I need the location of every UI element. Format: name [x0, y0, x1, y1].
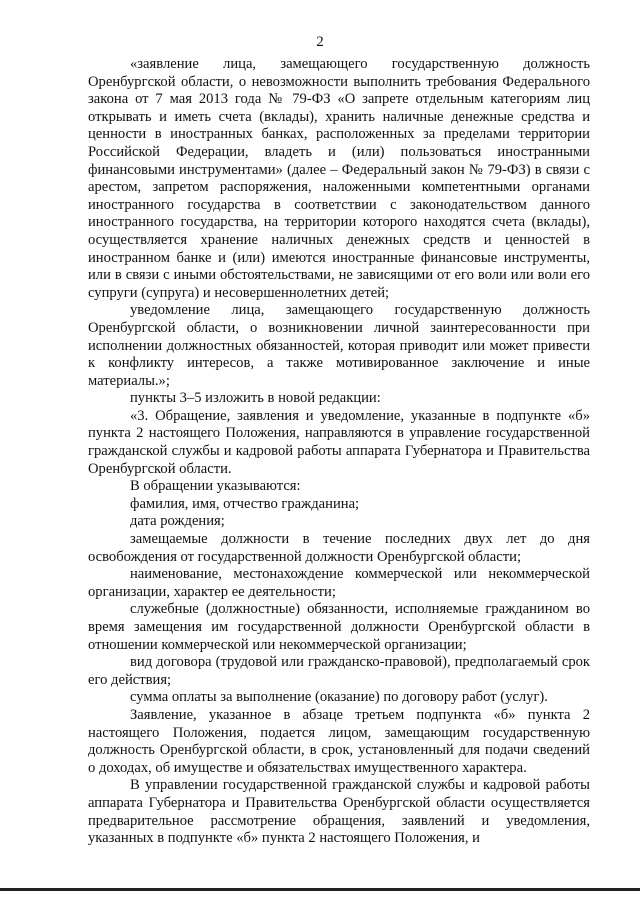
paragraph: дата рождения;: [130, 513, 225, 530]
document-body: [88, 56, 590, 848]
paragraph: сумма оплаты за выполнение (оказание) по договору работ (услуг).: [130, 689, 548, 706]
paragraph: В обращении указываются:: [130, 478, 301, 495]
paragraph: фамилия, имя, отчество гражданина;: [130, 495, 360, 512]
paragraph: «3. Обращение, заявления и уведомление, указанные в подпункте «б» пункта 2 настоящего Положения, направляются в управление государственной гражданской службы и кадровой работы аппарата Губернатора и Правительства Оренбургской области.: [88, 407, 590, 477]
paragraph: пункты 3–5 изложить в новой редакции:: [130, 390, 381, 407]
paragraph: В управлении государственной гражданской службы и кадровой работы аппарата Губернатора и Правительства Оренбургской области осуществляется предварительное рассмотрение обращения, заявлений и уведомления, указанных в подпункте «б» пункта 2 настоящего Положения, и: [88, 777, 590, 847]
paragraph: наименование, местонахождение коммерческой или некоммерческой организации, характер ее деятельности;: [88, 566, 590, 600]
paragraph: «заявление лица, замещающего государственную должность Оренбургской области, о невозможности выполнить требования Федерального закона от 7 мая 2013 года № 79-ФЗ «О запрете отдельным категориям лиц открывать и иметь счета (вклады), хранить наличные денежные средства и ценности в иностранных банках, расположенных за пределами территории Российской Федерации, владеть и (или) пользоваться иностранными финансовыми инструментами» (далее – Федеральный закон № 79-ФЗ) в связи с арестом, запретом распоряжения, наложенными компетентными органами иностранного государства в соответствии с законодательством данного иностранного государства, на территории которого находятся счета (вклады), осуществляется хранение наличных денежных средств и ценностей в иностранном банке и (или) имеются иностранные финансовые инструменты, или в связи с иными обстоятельствами, не зависящими от его воли или воли его супруги (супруга) и несовершеннолетних детей;: [88, 56, 590, 301]
page-bottom-rule: [0, 888, 640, 891]
paragraph: служебные (должностные) обязанности, исполняемые гражданином во время замещения им государственной должности Оренбургской области в отношении коммерческой или некоммерческой организации;: [88, 601, 590, 653]
paragraph: замещаемые должности в течение последних двух лет до дня освобождения от государственной должности Оренбургской области;: [88, 531, 590, 565]
paragraph: вид договора (трудовой или гражданско-правовой), предполагаемый срок его действия;: [88, 654, 590, 688]
paragraph: Заявление, указанное в абзаце третьем подпункта «б» пункта 2 настоящего Положения, подается лицом, замещающим государственную должность Оренбургской области, в срок, установленный для подачи сведений о доходах, об имуществе и обязательствах имущественного характера.: [88, 706, 590, 776]
page-number: 2: [316, 34, 324, 50]
paragraph: уведомление лица, замещающего государственную должность Оренбургской области, о возникновении личной заинтересованности при исполнении должностных обязанностей, которая приводит или может привести к конфликту интересов, а также мотивированное заключение и иные материалы.»;: [88, 302, 590, 389]
